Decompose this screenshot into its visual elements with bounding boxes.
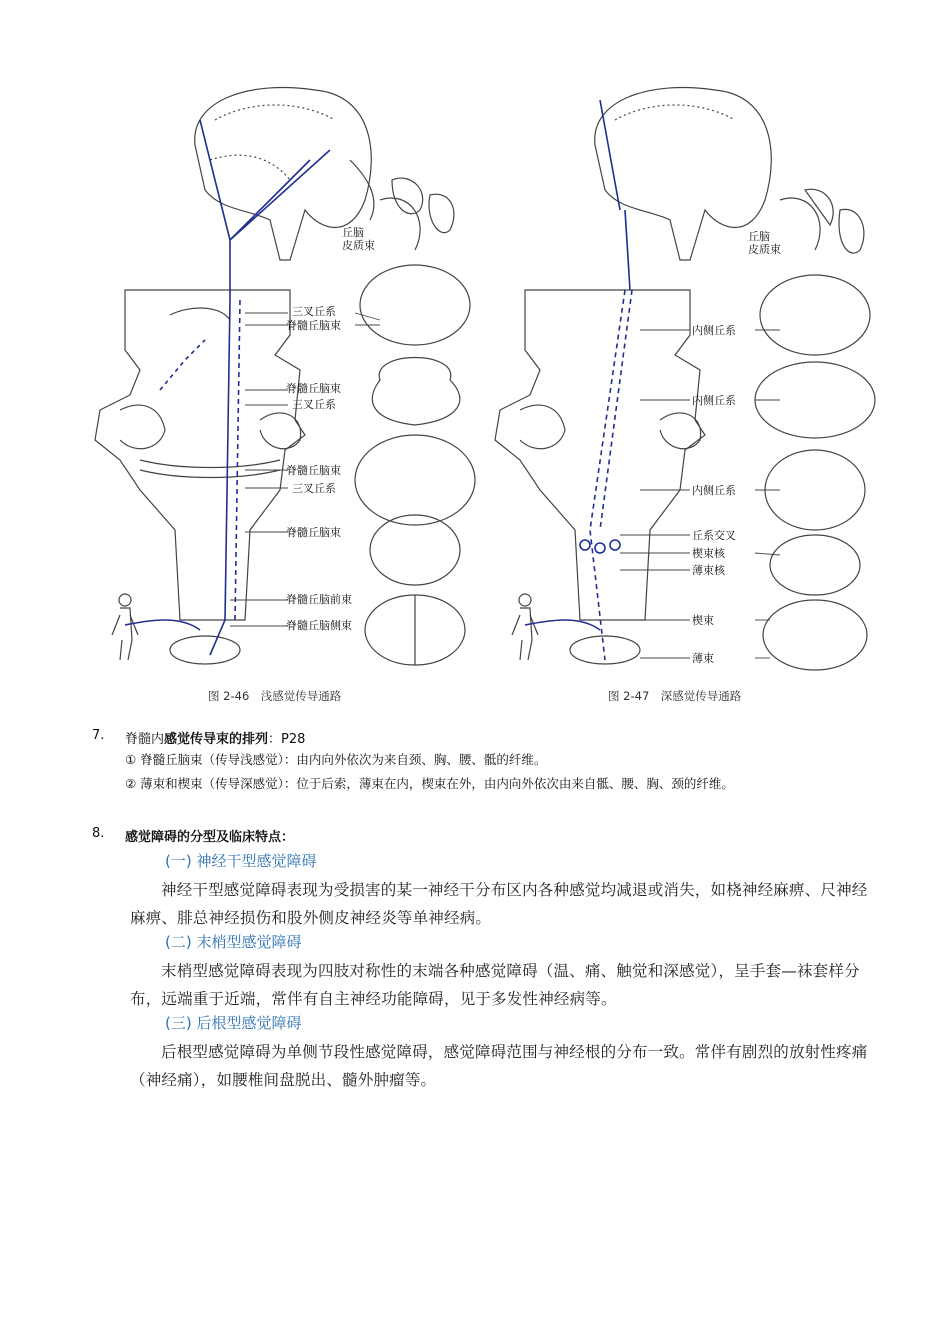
label-left-5: 脊髓丘脑束 — [286, 464, 341, 477]
label-right-1: 内侧丘系 — [692, 324, 736, 337]
label-right-5: 楔束核 — [692, 547, 725, 560]
section3-heading: (三) 后根型感觉障碍 — [165, 1014, 302, 1032]
label-right-6: 薄束核 — [692, 564, 725, 577]
section2-text: 末梢型感觉障碍表现为四肢对称性的末端各种感觉障碍（温、痛、触觉和深感觉），呈手套—袜套样分布，远端重于近端，常伴有自主神经功能障碍，见于多发性神经病等。 — [130, 962, 860, 1008]
label-right-8: 薄束 — [692, 652, 714, 665]
item7-title-bold: 感觉传导束的排列 — [164, 732, 269, 747]
label-right-thalamocortical-2: 皮质束 — [748, 243, 781, 256]
label-right-thalamocortical-1: 丘脑 — [748, 230, 770, 243]
label-left-7: 脊髓丘脑束 — [286, 526, 341, 539]
item7-title — [125, 728, 305, 747]
label-left-8: 脊髓丘脑前束 — [286, 593, 352, 606]
label-right-4: 丘系交叉 — [692, 529, 736, 542]
figure-area — [80, 60, 880, 710]
anatomy-illustrations — [80, 60, 880, 710]
section1-text: 神经干型感觉障碍表现为受损害的某一神经干分布区内各种感觉均减退或消失，如桡神经麻痹、尺神经麻痹、腓总神经损伤和股外侧皮神经炎等单神经病。 — [130, 881, 868, 927]
label-left-6: 三叉丘系 — [292, 482, 336, 495]
item7-title-suffix: ：P28 — [268, 732, 306, 747]
label-right-7: 楔束 — [692, 614, 714, 627]
label-left-2: 脊髓丘脑束 — [286, 319, 341, 332]
label-right-2: 内侧丘系 — [692, 394, 736, 407]
label-right-3: 内侧丘系 — [692, 484, 736, 497]
figure-left-caption: 图 2-46 浅感觉传导通路 — [208, 689, 342, 703]
section3-text: 后根型感觉障碍为单侧节段性感觉障碍，感觉障碍范围与神经根的分布一致。常伴有剧烈的放射性疼痛（神经痛），如腰椎间盘脱出、髓外肿瘤等。 — [130, 1043, 868, 1089]
figure-right-caption: 图 2-47 深感觉传导通路 — [608, 689, 742, 703]
label-left-thalamocortical-1: 丘脑 — [342, 226, 364, 239]
item7-line2: ② 薄束和楔束（传导深感觉）：位于后索，薄束在内，楔束在外，由内向外依次由来自骶、腰、胸、颈的纤维。 — [125, 776, 734, 791]
item7-title-prefix: 脊髓内 — [125, 732, 165, 747]
item7-line1: ① 脊髓丘脑束（传导浅感觉）：由内向外依次为来自颈、胸、腰、骶的纤维。 — [125, 752, 547, 767]
item8-number: 8. — [92, 826, 105, 841]
section1-heading: (一) 神经干型感觉障碍 — [165, 852, 317, 870]
item7-number: 7. — [92, 728, 105, 743]
label-left-9: 脊髓丘脑侧束 — [286, 619, 352, 632]
label-left-1: 三叉丘系 — [292, 305, 336, 318]
label-left-3: 脊髓丘脑束 — [286, 382, 341, 395]
section2-heading: (二) 末梢型感觉障碍 — [165, 933, 302, 951]
label-left-thalamocortical-2: 皮质束 — [342, 239, 375, 252]
label-left-4: 三叉丘系 — [292, 398, 336, 411]
item8-title: 感觉障碍的分型及临床特点： — [125, 830, 295, 845]
